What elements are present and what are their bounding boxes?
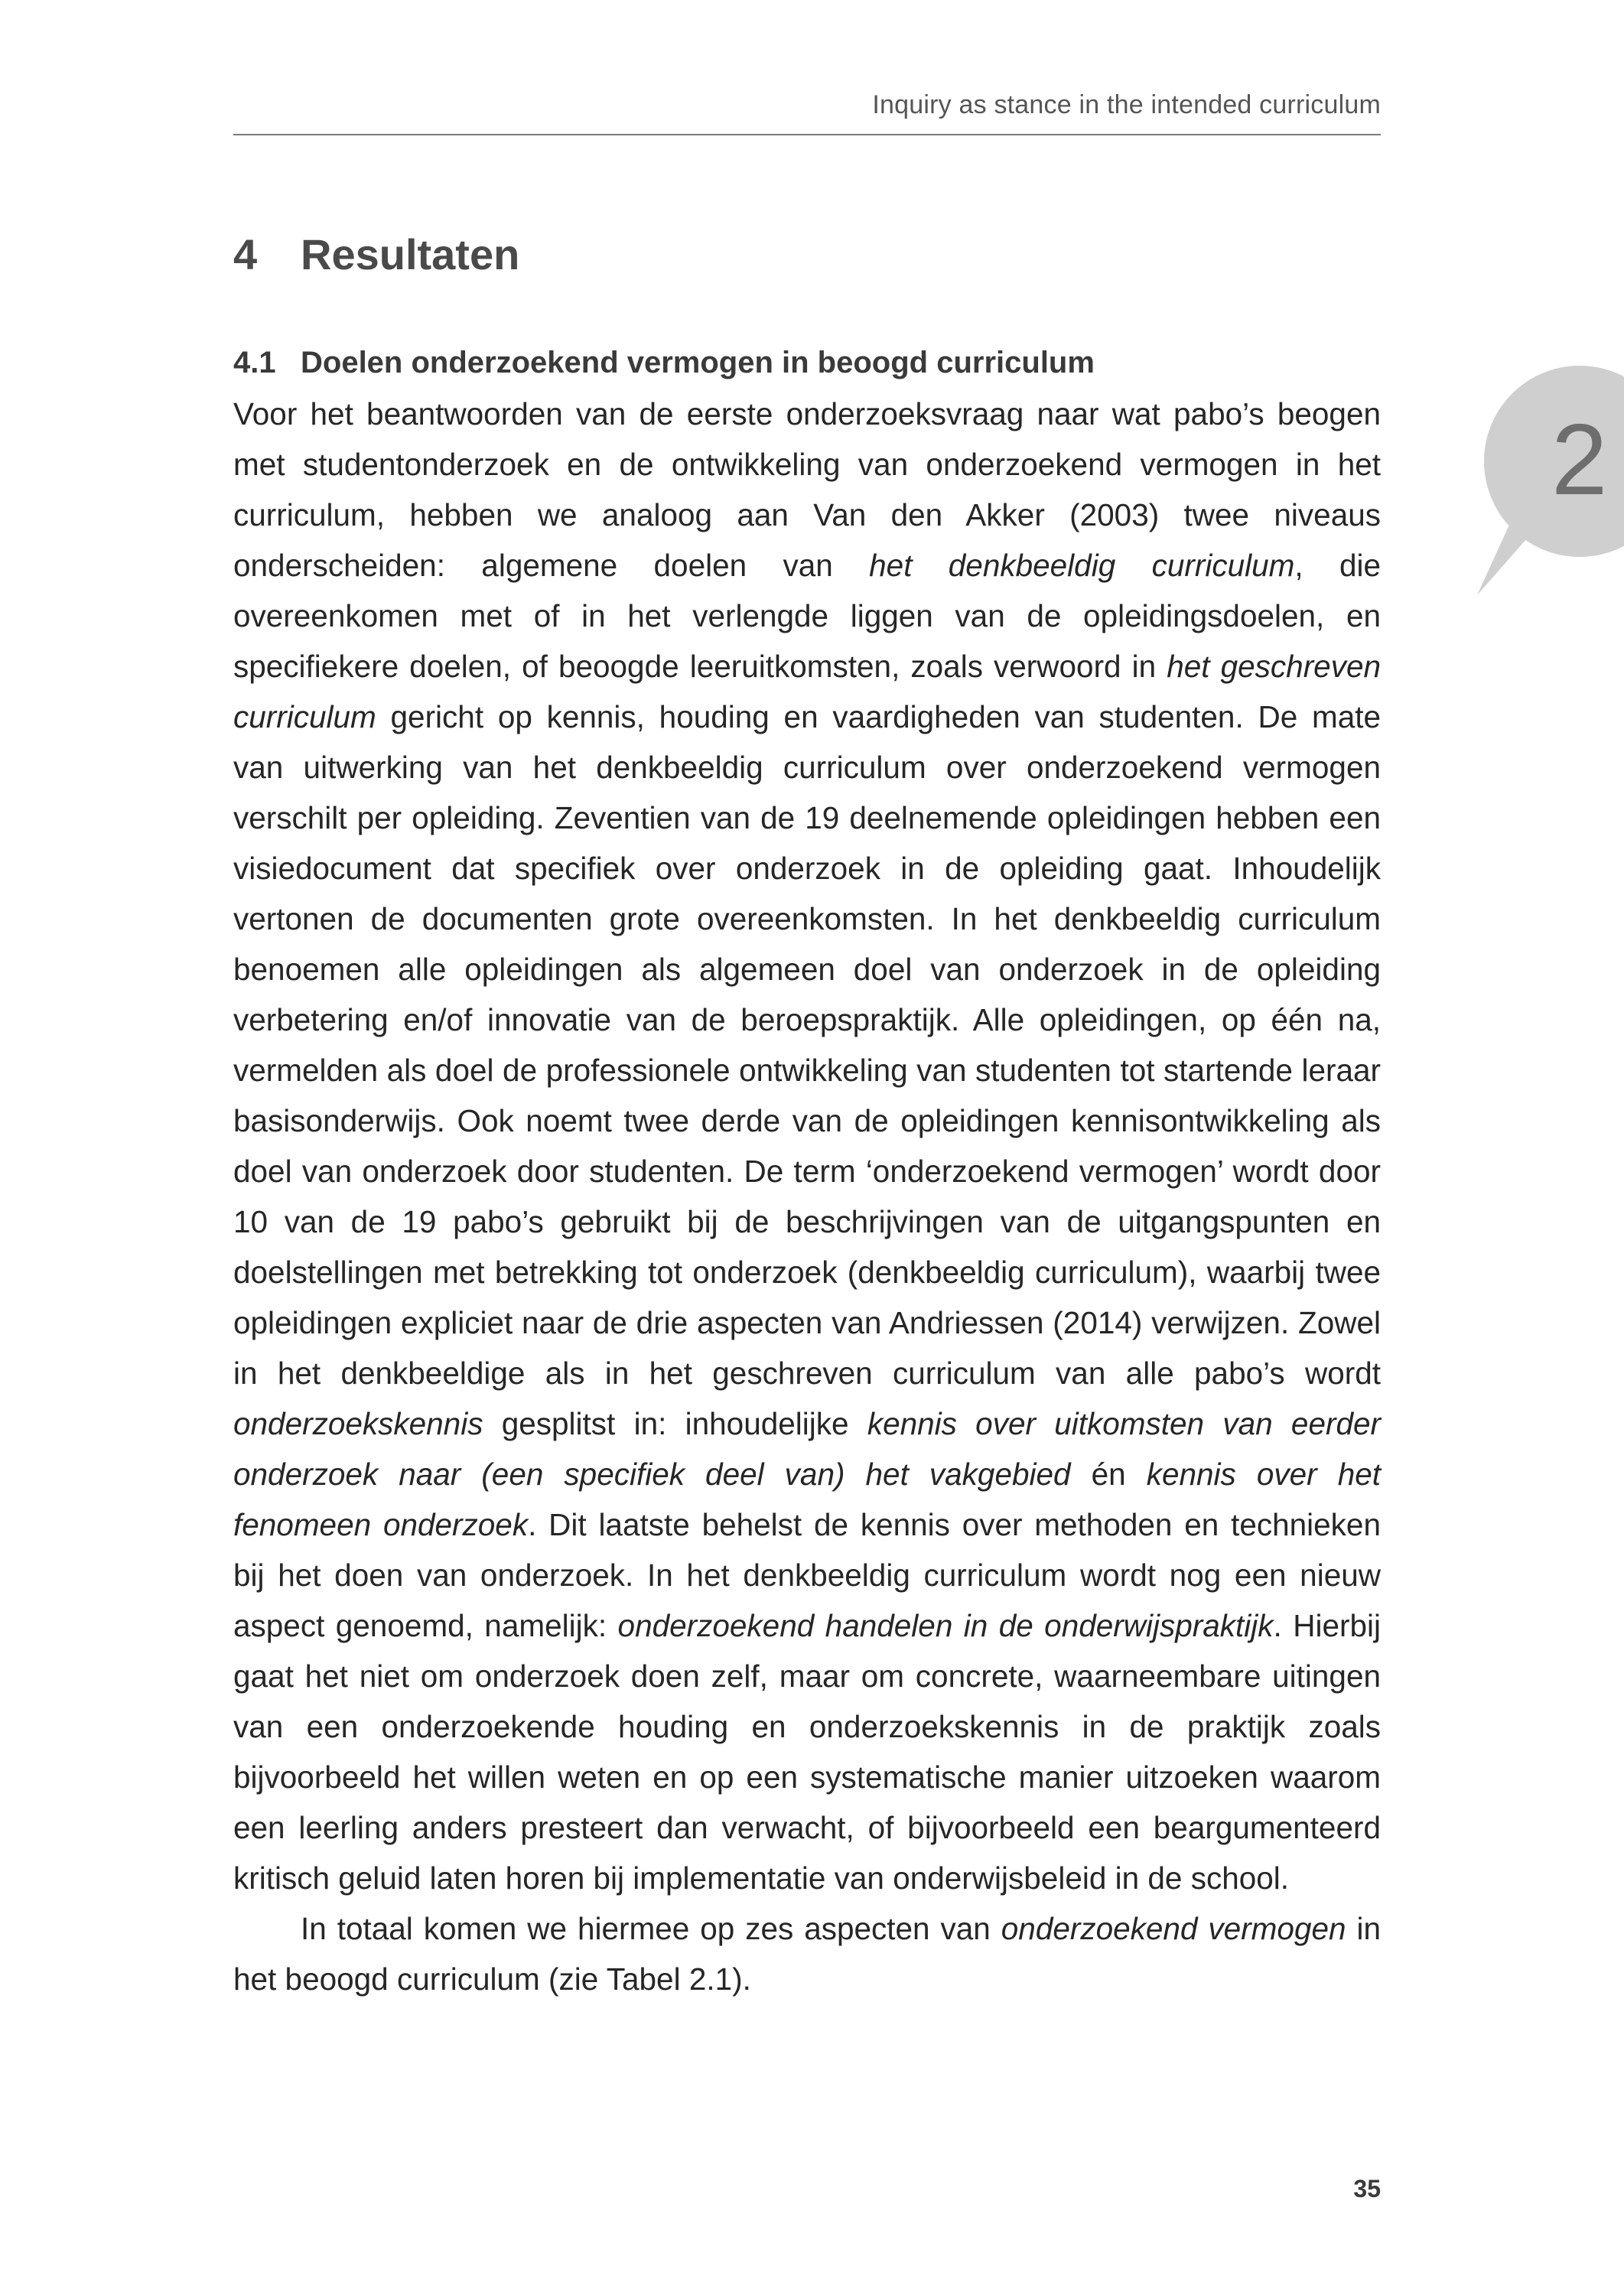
section-heading (233, 346, 1095, 380)
text-run: . Dit laatste behelst de kennis over methoden en technieken bij het doen van onderzoek. In het denkbeeldig curriculum wordt nog een nieuw aspect genoemd, namelijk: (233, 1507, 1381, 1643)
italic-term: het denkbeeldig curriculum (869, 548, 1295, 583)
running-header: Inquiry as stance in the intended curriculum (872, 90, 1381, 119)
page-number: 35 (1353, 2175, 1381, 2202)
chapter-tab-marker (1473, 366, 1624, 610)
paragraph (233, 1903, 1381, 2004)
italic-term: onderzoekend handelen in de onderwijspraktijk (617, 1608, 1274, 1643)
text-run: én (1070, 1457, 1147, 1492)
italic-term: kennis over uitkomsten van eerder onderzoek naar (een specifiek deel van) het vakgebied (233, 1406, 1381, 1492)
chapter-tab-number: 2 (1551, 403, 1608, 516)
chapter-title: Resultaten (301, 230, 520, 278)
section-title: Doelen onderzoekend vermogen in beoogd curriculum (301, 346, 1095, 379)
text-run: Voor het beantwoorden van de eerste onderzoeksvraag naar wat pabo’s beogen met studentonderzoek en de ontwikkeling van onderzoekend vermogen in het curriculum, hebben we analoog aan Van den Akker (2003) twee niveaus onderscheiden: algemene doelen van (233, 396, 1381, 583)
text-run: gesplitst in: inhoudelijke (483, 1406, 867, 1441)
text-run: . Hierbij gaat het niet om onderzoek doen zelf, maar om concrete, waarneembare uitingen van een onderzoekende houding en onderzoekskennis in de praktijk zoals bijvoorbeeld het willen weten en op een systematische manier uitzoeken waarom een leerling anders presteert dan verwacht, of bijvoorbeeld een beargumenteerd kritisch geluid laten horen bij implementatie van onderwijsbeleid in de school. (233, 1608, 1381, 1896)
section-number: 4.1 (233, 346, 276, 379)
chapter-heading (233, 230, 519, 279)
italic-term: onderzoekend vermogen (1001, 1911, 1346, 1946)
italic-term: onderzoekskennis (233, 1406, 483, 1441)
text-run: gericht op kennis, houding en vaardigheden van studenten. De mate van uitwerking van het denkbeeldig curriculum over onderzoekend vermogen verschilt per opleiding. Zeventien van de 19 deelnemende opleidingen hebben een visiedocument dat specifiek over onderzoek in de opleiding gaat. Inhoudelijk vertonen de documenten grote overeenkomsten. In het denkbeeldig curriculum benoemen alle opleidingen als algemeen doel van onderzoek in de opleiding verbetering en/of innovatie van de beroepspraktijk. Alle opleidingen, op één na, vermelden als doel de professionele ontwikkeling van studenten tot startende leraar basisonderwijs. Ook noemt twee derde van de opleidingen kennisontwikkeling als doel van onderzoek door studenten. De term ‘onderzoekend vermogen’ wordt door 10 van de 19 pabo’s gebruikt bij de beschrijvingen van de uitgangspunten en doelstellingen met betrekking tot onderzoek (denkbeeldig curriculum), waarbij twee opleidingen expliciet naar de drie aspecten van Andriessen (2014) verwijzen. Zowel in het denkbeeldige als in het geschreven curriculum van alle pabo’s wordt (233, 699, 1381, 1391)
chapter-number: 4 (233, 230, 258, 278)
text-run: , die overeenkomen met of in het verlengde liggen van de opleidingsdoelen, en specifiekere doelen, of beoogde leeruitkomsten, zoals verwoord in (233, 548, 1382, 684)
italic-term: kennis over het fenomeen onderzoek (233, 1457, 1381, 1542)
body-text (233, 389, 1381, 2004)
header-rule (233, 134, 1381, 135)
text-run: In totaal komen we hiermee op zes aspecten van (301, 1911, 1001, 1946)
text-run: in het beoogd curriculum (zie Tabel 2.1). (233, 1911, 1381, 1997)
paragraph (233, 389, 1381, 1903)
italic-term: het geschreven curriculum (233, 649, 1382, 734)
